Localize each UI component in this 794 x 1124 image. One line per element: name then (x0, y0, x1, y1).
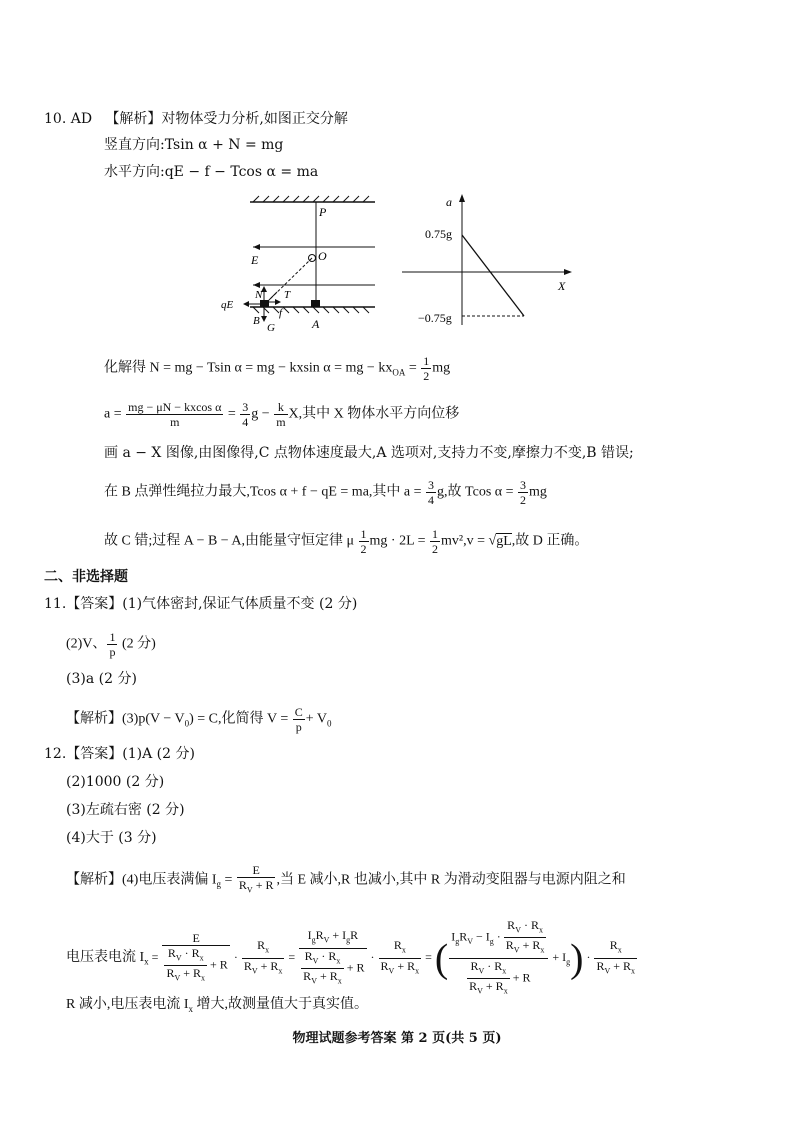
q12-p2: (2)1000 (2 分) (66, 774, 165, 790)
q10-vertical: 竖直方向:Tsin α + N = mg (104, 137, 284, 153)
label-B: B (253, 315, 260, 327)
q11-p1: 11.【答案】(1)气体密封,保证气体质量不变 (2 分) (44, 596, 358, 612)
graph-x-label: X (558, 279, 566, 293)
page-footer: 物理试题参考答案 第 2 页(共 5 页) (292, 1031, 502, 1046)
label-T: T (284, 289, 291, 301)
q11-p2: (2)V、 $\frac{1}{p}$ (2 分) (66, 630, 156, 659)
graph-top-label: 0.75g (425, 227, 452, 241)
q10-simplify: 化解得 N = mg − Tsin α = mg − kxsin α = mg − $kx_{OA}$ = $\frac{1}{2}$ mg (104, 354, 451, 383)
force-diagram (215, 192, 395, 337)
label-G: G (267, 322, 275, 334)
label-A: A (312, 317, 320, 331)
q12-p4: (4)大于 (3 分) (66, 830, 157, 846)
q12-analysis: 【解析】(4)电压表满偏 $I_g$ = $\frac{E}{R_V + R}$ ,当 E 减小,R 也减小,其中 R 为滑动变阻器与电源内阻之和 (66, 863, 626, 895)
q10-B-line: 在 B 点弹性绳拉力最大,Tcos α + f − qE = ma,其中 a = $\frac{3}{4}$ g,故 Tcos α = $\frac{3}{2}$ mg (104, 478, 547, 507)
a-x-graph (400, 190, 580, 330)
q10-C-line: 故 C 错;过程 A − B − A,由能量守恒定律 μ $\frac{1}{2}$ mg · 2L = $\frac{1}{2}$ mv²,v = √gL,故 D 正确。 (104, 527, 589, 556)
label-O: O (318, 249, 327, 263)
q10-horizontal: 水平方向:qE − f − Tcos α = ma (104, 164, 319, 180)
q10-a-equation: a = $\frac{\text{mg − μN − kxcos α}}{m}$ = $\frac{3}{4}$ g − $\frac{k}{m}$ X,其中 X 物体水平方向位移 (104, 400, 460, 429)
q12-conclusion: R 减小,电压表电流 $I_x$ 增大,故测量值大于真实值。 (66, 997, 368, 1014)
q12-p3: (3)左疏右密 (2 分) (66, 802, 185, 818)
graph-bottom-label: −0.75g (418, 311, 452, 325)
q11-analysis: 【解析】$(3)p(V - V_0) = C$,化简得 V = $\frac{C}{p}$ + $V_0$ (66, 705, 332, 734)
q12-current-expression: 电压表电流 $I_x$ = E $\frac{R_V \cdot R_x}{R_V + R_x}$ + R · $\frac{R_x}{R_V + R_x}$ = $I_gR_V + I_gR$ $\frac{R_V \cdot R_x}{R_V + R_x}$ + R · $\frac{R_x}{R_V + R_x}$ = ( $I_gR_V - I_g$ · $\frac{R_V \cdot R_x}{R_V + R_x}$ $\frac{R_V \cdot R_x}{R_V + R_x}$ + $R + I_g$) · $\frac{R_x}{R_V + R_x}$ (66, 918, 636, 996)
label-E: E (251, 253, 259, 267)
label-qE: qE (221, 299, 234, 311)
label-N: N (255, 289, 263, 301)
graph-y-label: a (446, 195, 452, 209)
q12-p1: 12.【答案】(1)A (2 分) (44, 746, 195, 762)
section-title: 二、非选择题 (44, 569, 128, 585)
q10-head: 10. AD 【解析】对物体受力分析,如图正交分解 (44, 111, 348, 127)
q10-graph-line: 画 a − X 图像,由图像得,C 点物体速度最大,A 选项对,支持力不变,摩擦力不变,B 错误; (104, 445, 634, 461)
q11-p3: (3)a (2 分) (66, 671, 137, 687)
label-P: P (319, 205, 327, 219)
label-f: f (279, 307, 283, 319)
